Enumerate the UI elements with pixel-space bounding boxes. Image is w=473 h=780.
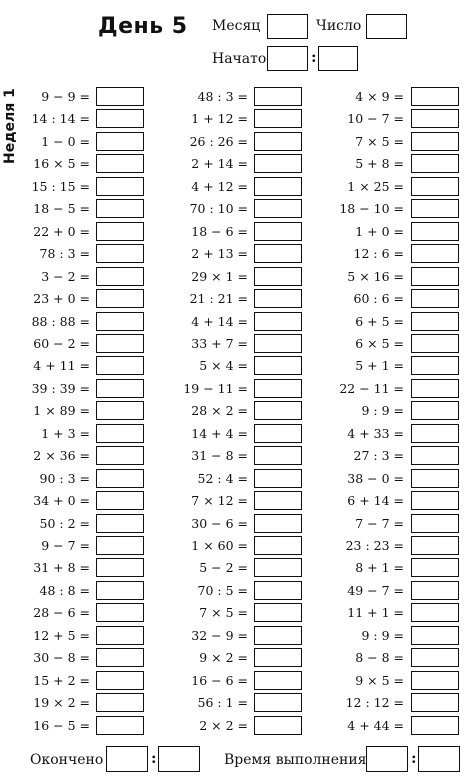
exercise-row: [0, 108, 404, 131]
week-label: Неделя 1: [2, 88, 18, 164]
answer-box[interactable]: [411, 312, 459, 331]
exercise-expression: 18 − 5 =: [33, 201, 90, 217]
exercise-expression: 3 − 2 =: [41, 268, 90, 284]
exercise-expression: 23 + 0 =: [33, 291, 90, 307]
exercise-row: [0, 311, 404, 334]
exercise-expression: 70 : 10 =: [189, 201, 248, 217]
exercise-expression: 2 + 13 =: [191, 246, 248, 262]
time-colon: :: [411, 749, 417, 767]
exercise-expression: 15 : 15 =: [31, 178, 90, 194]
finished-colon: :: [151, 749, 157, 767]
exercise-expression: 6 × 5 =: [355, 335, 404, 351]
exercise-expression: 5 − 2 =: [199, 560, 248, 576]
exercise-expression: 19 × 2 =: [33, 695, 90, 711]
exercise-expression: 7 × 5 =: [199, 605, 248, 621]
answer-box[interactable]: [411, 356, 459, 375]
exercise-expression: 9 : 9 =: [361, 627, 404, 643]
exercise-expression: 50 : 2 =: [39, 515, 90, 531]
exercise-expression: 48 : 8 =: [39, 582, 90, 598]
exercise-expression: 1 + 3 =: [41, 425, 90, 441]
exercise-row: [0, 266, 404, 289]
exercise-row: [0, 692, 404, 715]
finished-label: Окончено: [30, 752, 104, 768]
exercise-row: [0, 670, 404, 693]
answer-box[interactable]: [411, 581, 459, 600]
exercise-expression: 14 + 4 =: [191, 425, 248, 441]
exercise-expression: 29 × 1 =: [191, 268, 248, 284]
answer-box[interactable]: [411, 648, 459, 667]
answer-box[interactable]: [411, 244, 459, 263]
answer-box[interactable]: [411, 693, 459, 712]
time-label: Время выполнения: [224, 752, 367, 768]
exercise-expression: 12 + 5 =: [33, 627, 90, 643]
exercise-expression: 9 × 5 =: [355, 672, 404, 688]
answer-box[interactable]: [411, 334, 459, 353]
month-label: Месяц: [212, 18, 261, 34]
exercise-row: [0, 557, 404, 580]
exercise-expression: 16 × 5 =: [33, 156, 90, 172]
exercise-row: [0, 535, 404, 558]
exercise-expression: 1 × 89 =: [33, 403, 90, 419]
answer-box[interactable]: [411, 177, 459, 196]
exercise-expression: 4 × 9 =: [355, 89, 404, 104]
exercise-expression: 28 × 2 =: [191, 403, 248, 419]
exercise-expression: 56 : 1 =: [197, 695, 248, 711]
answer-box[interactable]: [411, 446, 459, 465]
exercise-expression: 38 − 0 =: [347, 470, 404, 486]
started-minutes-field[interactable]: [318, 46, 358, 71]
finished-minutes-field[interactable]: [158, 746, 200, 772]
exercise-row: [0, 468, 404, 491]
exercise-expression: 22 − 11 =: [339, 380, 404, 396]
exercise-expression: 15 + 2 =: [33, 672, 90, 688]
exercise-expression: 6 + 5 =: [355, 313, 404, 329]
exercise-row: [0, 400, 404, 423]
exercise-expression: 7 × 12 =: [191, 493, 248, 509]
exercise-expression: 4 + 44 =: [347, 717, 404, 733]
answer-box[interactable]: [411, 671, 459, 690]
exercise-expression: 49 − 7 =: [347, 582, 404, 598]
exercise-row: [0, 423, 404, 446]
exercise-expression: 1 + 12 =: [191, 111, 248, 127]
answer-box[interactable]: [411, 558, 459, 577]
exercise-row: [0, 602, 404, 625]
exercise-expression: 30 − 8 =: [33, 650, 90, 666]
answer-box[interactable]: [411, 154, 459, 173]
answer-box[interactable]: [411, 514, 459, 533]
exercise-expression: 31 + 8 =: [33, 560, 90, 576]
exercise-expression: 12 : 6 =: [353, 246, 404, 262]
exercise-expression: 9 − 7 =: [41, 538, 90, 553]
answer-box[interactable]: [411, 222, 459, 241]
answer-box[interactable]: [411, 626, 459, 645]
answer-box[interactable]: [411, 716, 459, 735]
answer-box[interactable]: [411, 109, 459, 128]
exercise-expression: 5 × 4 =: [199, 358, 248, 374]
exercise-expression: 10 − 7 =: [347, 111, 404, 127]
exercise-expression: 14 : 14 =: [31, 111, 90, 127]
exercise-row: [0, 198, 404, 221]
exercise-row: [0, 176, 404, 199]
date-field[interactable]: [366, 14, 407, 39]
exercise-row: [0, 513, 404, 536]
exercise-expression: 16 − 5 =: [33, 717, 90, 733]
time-hours-field[interactable]: [366, 746, 408, 772]
exercise-expression: 2 × 36 =: [33, 448, 90, 464]
exercise-expression: 16 − 6 =: [191, 672, 248, 688]
exercise-expression: 18 − 6 =: [191, 223, 248, 239]
exercise-expression: 34 + 0 =: [33, 493, 90, 509]
exercise-expression: 60 : 6 =: [353, 291, 404, 307]
exercise-expression: 27 : 3 =: [353, 448, 404, 464]
exercise-expression: 28 − 6 =: [33, 605, 90, 621]
answer-box[interactable]: [411, 401, 459, 420]
exercise-expression: 33 + 7 =: [191, 335, 248, 351]
exercise-expression: 52 : 4 =: [197, 470, 248, 486]
exercise-row: [0, 221, 404, 244]
answer-box[interactable]: [411, 603, 459, 622]
exercise-expression: 31 − 8 =: [191, 448, 248, 464]
exercise-row: [0, 243, 404, 266]
exercise-row: [0, 378, 404, 401]
exercise-expression: 19 − 11 =: [183, 380, 248, 396]
exercise-expression: 8 − 8 =: [355, 650, 404, 666]
exercise-row: [0, 333, 404, 356]
exercise-expression: 5 × 16 =: [347, 268, 404, 284]
exercise-expression: 1 + 0 =: [355, 223, 404, 239]
exercise-expression: 5 + 1 =: [355, 358, 404, 374]
answer-box[interactable]: [411, 379, 459, 398]
exercise-expression: 9 × 2 =: [199, 650, 248, 666]
finished-hours-field[interactable]: [106, 746, 148, 772]
exercise-expression: 21 : 21 =: [189, 291, 248, 307]
exercise-expression: 48 : 3 =: [197, 89, 248, 104]
exercise-expression: 7 − 7 =: [355, 515, 404, 531]
answer-box[interactable]: [411, 132, 459, 151]
exercise-row: [0, 580, 404, 603]
answer-box[interactable]: [411, 87, 459, 106]
exercise-expression: 1 × 60 =: [191, 538, 248, 553]
page-title: День 5: [98, 14, 188, 39]
exercise-expression: 78 : 3 =: [39, 246, 90, 262]
exercise-expression: 6 + 14 =: [347, 493, 404, 509]
exercise-expression: 4 + 11 =: [33, 358, 90, 374]
exercise-expression: 2 × 2 =: [199, 717, 248, 733]
month-field[interactable]: [267, 14, 308, 39]
exercise-expression: 90 : 3 =: [39, 470, 90, 486]
exercise-row: [0, 647, 404, 670]
exercise-expression: 60 − 2 =: [33, 335, 90, 351]
answer-box[interactable]: [411, 199, 459, 218]
exercise-expression: 1 − 0 =: [41, 133, 90, 149]
answer-box[interactable]: [411, 491, 459, 510]
exercise-expression: 12 : 12 =: [345, 695, 404, 711]
exercise-row: [0, 490, 404, 513]
answer-box[interactable]: [411, 469, 459, 488]
answer-box[interactable]: [411, 289, 459, 308]
date-label: Число: [316, 18, 362, 34]
exercise-expression: 88 : 88 =: [31, 313, 90, 329]
exercise-expression: 32 − 9 =: [191, 627, 248, 643]
answer-box[interactable]: [411, 267, 459, 286]
exercise-expression: 4 + 33 =: [347, 425, 404, 441]
exercise-row: [0, 445, 404, 468]
exercise-row: [0, 288, 404, 311]
exercise-row: [0, 153, 404, 176]
answer-box[interactable]: [411, 424, 459, 443]
exercise-expression: 23 : 23 =: [345, 538, 404, 553]
time-minutes-field[interactable]: [418, 746, 460, 772]
exercise-expression: 18 − 10 =: [339, 201, 404, 217]
exercise-row: [0, 625, 404, 648]
exercise-row: [0, 131, 404, 154]
started-hours-field[interactable]: [267, 46, 308, 71]
exercise-expression: 11 + 1 =: [347, 605, 404, 621]
exercise-expression: 7 × 5 =: [355, 133, 404, 149]
exercise-expression: 2 + 14 =: [191, 156, 248, 172]
exercise-expression: 26 : 26 =: [189, 133, 248, 149]
exercise-expression: 8 + 1 =: [355, 560, 404, 576]
exercise-expression: 30 − 6 =: [191, 515, 248, 531]
exercise-expression: 5 + 8 =: [355, 156, 404, 172]
exercise-expression: 39 : 39 =: [31, 380, 90, 396]
exercise-expression: 22 + 0 =: [33, 223, 90, 239]
exercise-expression: 4 + 14 =: [191, 313, 248, 329]
exercise-expression: 70 : 5 =: [197, 582, 248, 598]
exercise-row: [0, 86, 404, 109]
answer-box[interactable]: [411, 536, 459, 555]
exercise-expression: 4 + 12 =: [191, 178, 248, 194]
started-label: Начато: [212, 51, 267, 67]
started-colon: :: [311, 48, 317, 66]
exercise-row: [0, 355, 404, 378]
exercise-expression: 9 : 9 =: [361, 403, 404, 419]
exercise-expression: 9 − 9 =: [41, 89, 90, 104]
exercise-row: [0, 715, 404, 738]
exercise-expression: 1 × 25 =: [347, 178, 404, 194]
